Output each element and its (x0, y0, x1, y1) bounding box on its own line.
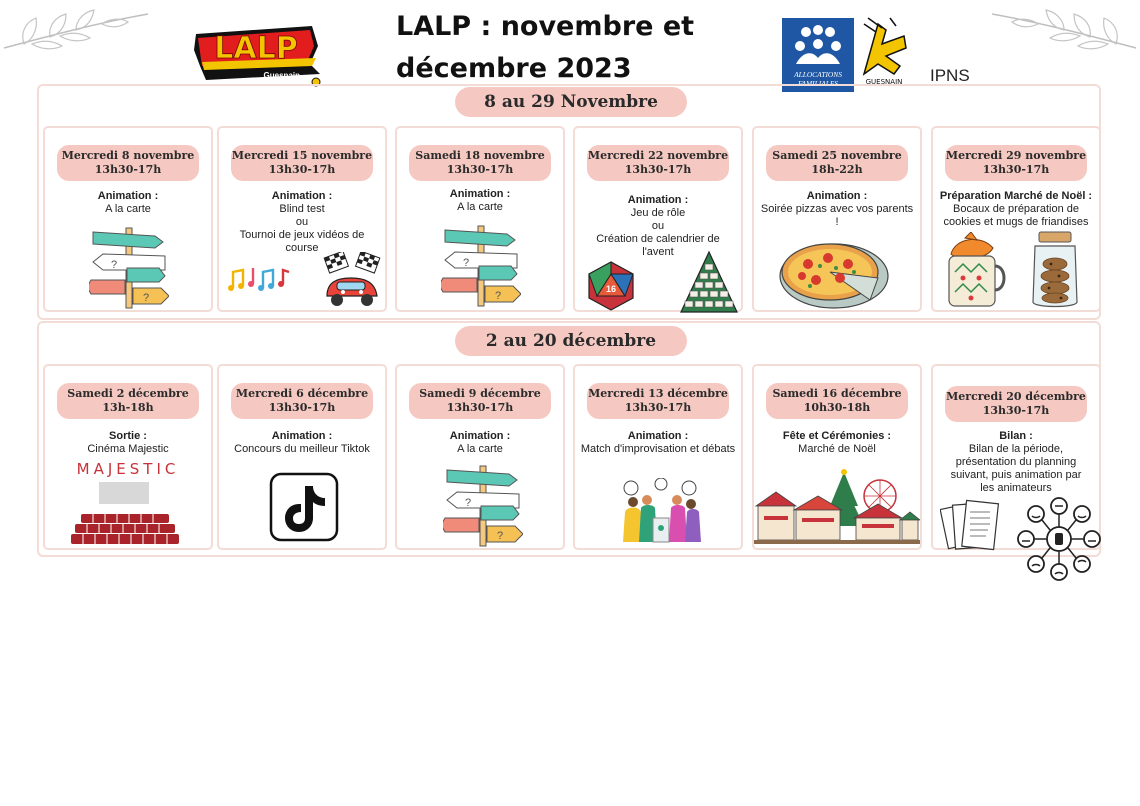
event-time: 13h-18h (102, 401, 154, 414)
event-date: Samedi 9 décembre (419, 387, 541, 400)
d20-dice-icon (585, 260, 637, 312)
event-detail: Concours du meilleur Tiktok (234, 443, 370, 455)
event-detail: Match d'improvisation et débats (580, 443, 736, 455)
event-detail: ou (651, 220, 665, 232)
event-detail: A la carte (105, 203, 151, 215)
svg-text:?: ? (495, 290, 502, 302)
event-detail: A la carte (457, 443, 503, 455)
event-date-pill (945, 145, 1087, 181)
page-title-line-1: LALP : novembre et (396, 11, 695, 42)
svg-text:?: ? (111, 259, 118, 271)
music-notes-icon (227, 262, 293, 296)
event-description (933, 190, 1099, 229)
event-detail: Blind test (279, 203, 325, 215)
event-detail: A la carte (457, 201, 503, 213)
event-description (49, 430, 207, 456)
event-time: 13h30-17h (446, 401, 514, 414)
event-description (758, 190, 916, 229)
event-detail: Cinéma Majestic (87, 443, 169, 455)
svg-text:?: ? (497, 530, 504, 542)
event-type: Animation : (271, 190, 333, 202)
event-date: Mercredi 20 décembre (946, 390, 1086, 403)
event-date-pill (409, 383, 551, 419)
svg-text:ALLOCATIONS: ALLOCATIONS (794, 70, 842, 79)
signpost-icon (89, 224, 169, 310)
emotions-wheel-icon (1016, 496, 1102, 582)
event-date: Samedi 16 décembre (772, 387, 902, 400)
event-card (43, 126, 213, 312)
event-time: 13h30-17h (624, 401, 692, 414)
race-car-icon (323, 252, 381, 310)
section-title-november: 8 au 29 Novembre (455, 87, 687, 117)
event-date-pill (231, 383, 373, 419)
event-date: Mercredi 8 novembre (61, 149, 195, 162)
majestic-logo: MAJESTIC (76, 460, 180, 478)
event-time: 10h30-18h (803, 401, 871, 414)
event-date: Mercredi 22 novembre (587, 149, 729, 162)
event-type: Animation : (449, 188, 511, 200)
event-type: Animation : (627, 430, 689, 442)
event-time: 13h30-17h (982, 163, 1050, 176)
event-date-pill (766, 383, 908, 419)
debate-people-icon (611, 478, 711, 548)
page-title (396, 6, 756, 90)
event-type: Préparation Marché de Noël : (939, 190, 1093, 202)
event-date-pill (231, 145, 373, 181)
event-detail: Tournoi de jeux vidéos de course (239, 229, 365, 254)
event-card (573, 126, 743, 312)
event-description (49, 190, 207, 216)
event-card (217, 364, 387, 550)
event-card (573, 364, 743, 550)
svg-text:16: 16 (605, 284, 617, 294)
event-type: Sortie : (109, 430, 147, 442)
event-description (579, 430, 737, 456)
event-detail: Création de calendrier de l'avent (596, 233, 720, 258)
event-detail: Soirée pizzas avec vos parents ! (760, 203, 914, 228)
christmas-market-icon (754, 466, 920, 548)
svg-text:FAMILIALES: FAMILIALES (797, 79, 839, 88)
event-time: 13h30-17h (982, 404, 1050, 417)
guesnain-logo (856, 14, 912, 88)
event-date: Mercredi 6 décembre (235, 387, 369, 400)
advent-calendar-icon (679, 250, 739, 316)
event-description (943, 430, 1089, 495)
svg-text:Guesnain: Guesnain (263, 71, 300, 80)
event-time: 13h30-17h (94, 163, 162, 176)
event-time: 13h30-17h (268, 401, 336, 414)
event-detail: ou (295, 216, 309, 228)
event-description (758, 430, 916, 456)
event-detail: Jeu de rôle (630, 207, 686, 219)
cookie-jar-icon (1029, 230, 1081, 310)
signpost-icon (443, 462, 523, 548)
event-card (752, 126, 922, 312)
pizza-icon (778, 236, 890, 310)
event-time: 18h-22h (811, 163, 863, 176)
event-card (395, 126, 565, 312)
documents-icon (940, 496, 1002, 558)
signpost-icon (441, 222, 521, 308)
event-detail: Bilan de la période, présentation du planning suivant, puis animation par les animateurs (950, 443, 1082, 494)
event-time: 13h30-17h (624, 163, 692, 176)
event-date: Samedi 2 décembre (67, 387, 189, 400)
event-description (401, 430, 559, 456)
page-title-line-2: décembre 2023 (396, 53, 632, 84)
lalp-logo (192, 16, 324, 90)
event-date-pill (57, 383, 199, 419)
event-card (395, 364, 565, 550)
event-description (401, 188, 559, 214)
event-description (223, 190, 381, 255)
leaf-branch-left-icon (2, 8, 152, 54)
event-type: Animation : (627, 194, 689, 206)
event-date: Samedi 25 novembre (772, 149, 902, 162)
svg-text:GUESNAIN: GUESNAIN (865, 78, 903, 86)
event-date: Mercredi 29 novembre (945, 149, 1087, 162)
leaf-branch-right-icon (988, 8, 1138, 54)
event-card (752, 364, 922, 550)
event-date: Mercredi 13 décembre (588, 387, 728, 400)
event-type: Animation : (97, 190, 159, 202)
section-title-december: 2 au 20 décembre (455, 326, 687, 356)
ipns-label: IPNS (930, 66, 970, 85)
svg-text:?: ? (463, 257, 470, 269)
event-type: Bilan : (999, 430, 1033, 442)
event-description (223, 430, 381, 456)
caf-logo (782, 18, 854, 92)
event-type: Animation : (449, 430, 511, 442)
event-date: Samedi 18 novembre (415, 149, 545, 162)
event-type: Animation : (271, 430, 333, 442)
event-time: 13h30-17h (446, 163, 514, 176)
candy-mug-icon (941, 232, 1007, 310)
event-date-pill (587, 383, 729, 419)
event-card (43, 364, 213, 550)
event-date: Mercredi 15 novembre (231, 149, 373, 162)
event-type: Animation : (806, 190, 868, 202)
event-detail: Marché de Noël (798, 443, 876, 455)
event-date-pill (766, 145, 908, 181)
event-date-pill (409, 145, 551, 181)
cinema-seats-icon (67, 512, 183, 546)
majestic-logo-placeholder (99, 482, 149, 504)
tiktok-icon (269, 472, 339, 542)
event-detail: Bocaux de préparation de cookies et mugs de friandises (943, 203, 1089, 228)
svg-text:?: ? (143, 292, 150, 304)
event-card (931, 126, 1101, 312)
event-card (217, 126, 387, 312)
event-time: 13h30-17h (268, 163, 336, 176)
event-date-pill (945, 386, 1087, 422)
event-type: Fête et Cérémonies : (782, 430, 892, 442)
svg-text:LALP: LALP (214, 31, 298, 66)
event-date-pill (57, 145, 199, 181)
svg-text:?: ? (465, 497, 472, 509)
event-date-pill (587, 145, 729, 181)
